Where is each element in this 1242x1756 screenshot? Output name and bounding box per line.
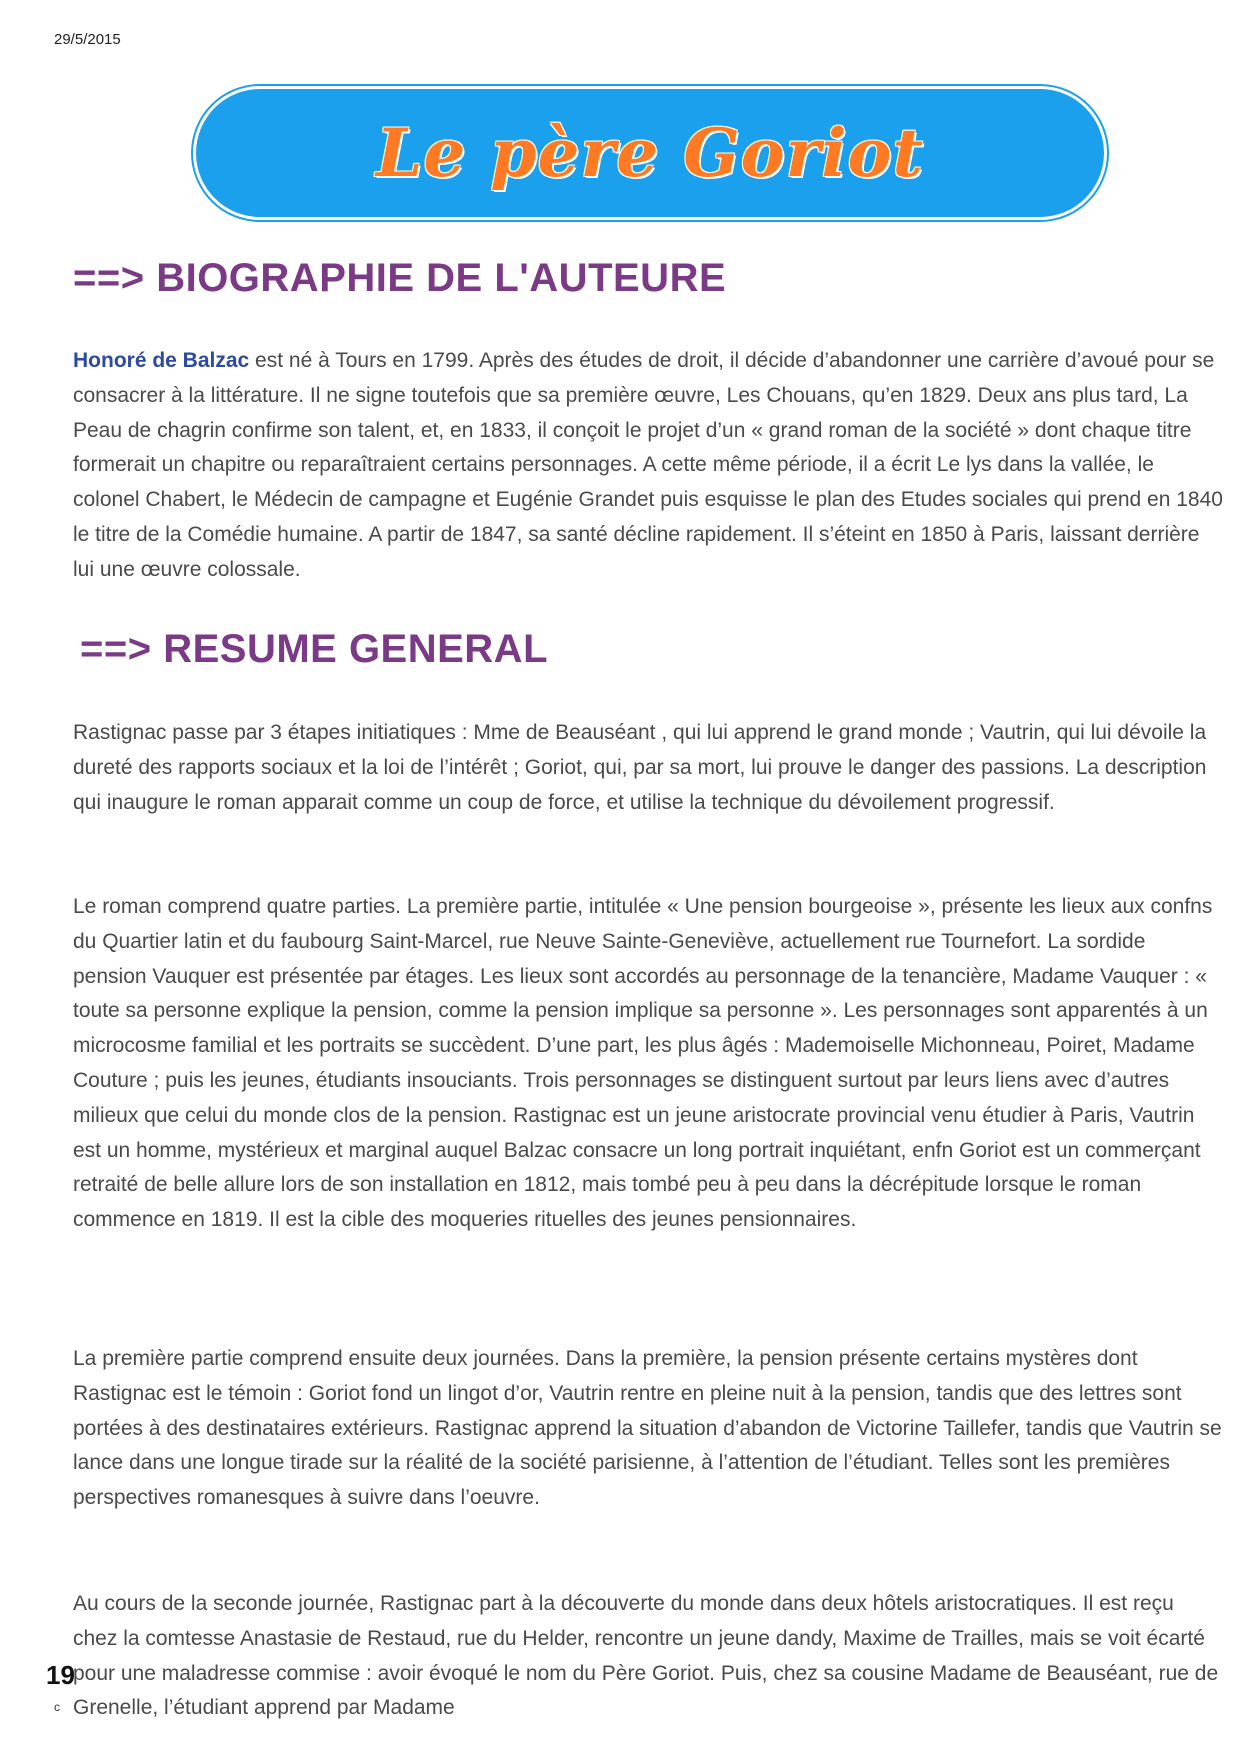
summary-paragraph-2: Le roman comprend quatre parties. La première partie, intitulée « Une pension bourgeoise », présente les lieux aux confns du Quartier latin et du faubourg Saint-Marcel, rue Neuve Sainte-Geneviève, actuellement rue Tournefort. La sordide pension Vauquer est présentée par étages. Les lieux sont accordés au personnage de la tenancière, Madame Vauquer : « toute sa personne explique la pension, comme la pension implique sa personne ». Les personnages sont apparentés à un microcosme familial et les portraits se succèdent. D’une part, les plus âgés : Mademoiselle Michonneau, Poiret, Madame Couture ; puis les jeunes, étudiants insouciants. Trois personnages se distinguent surtout par leurs liens avec d’autres milieux que celui du monde clos de la pension. Rastignac est un jeune aristocrate provincial venu étudier à Paris, Vautrin est un homme, mystérieux et marginal auquel Balzac consacre un long portrait inquiétant, enfn Goriot est un commerçant retraité de belle allure lors de son installation en 1812, mais tombé peu à peu dans la décrépitude lorsque le roman commence en 1819. Il est la cible des moqueries rituelles des jeunes pensionnaires. [73, 895, 1213, 1232]
author-name: Honoré de Balzac [73, 349, 250, 372]
summary-heading: ==> RESUME GENERAL [80, 627, 549, 671]
title-banner [196, 89, 1104, 217]
summary-paragraph-3: La première partie comprend ensuite deux journées. Dans la première, la pension présente certains mystères dont Rastignac est le témoin : Goriot fond un lingot d’or, Vautrin rentre en pleine nuit à la pension, tandis que des lettres sont portées à des destinataires extérieurs. Rastignac apprend la situation d’abandon de Victorine Taillefer, tandis que Vautrin se lance dans une longue tirade sur la réalité de la société parisienne, à l’attention de l’étudiant. Telles sont les premières perspectives romanesques à suivre dans l’oeuvre. [73, 1347, 1222, 1510]
summary-paragraph-4: Au cours de la seconde journée, Rastignac part à la découverte du monde dans deux hôtels aristocratiques. Il est reçu chez la comtesse Anastasie de Restaud, rue du Helder, rencontre un jeune dandy, Maxime de Trailles, mais se voit écarté pour une maladresse commise : avoir évoqué le nom du Père Goriot. Puis, chez sa cousine Madame de Beauséant, rue de Grenelle, l’étudiant apprend par Madame [73, 1592, 1219, 1720]
print-date: 29/5/2015 [54, 31, 121, 48]
page-mark: c [54, 1700, 60, 1714]
biography-heading: ==> BIOGRAPHIE DE L'AUTEURE [73, 256, 727, 300]
biography-paragraph [73, 344, 1223, 588]
biography-text: est né à Tours en 1799. Après des études de droit, il décide d’abandonner une carrière d’avoué pour se consacrer à la littérature. Il ne signe toutefois que sa première œuvre, Les Chouans, qu’en 1829. Deux ans plus tard, La Peau de chagrin confirme son talent, et, en 1833, il conçoit le projet d’un « grand roman de la société » dont chaque titre formerait un chapitre ou reparaîtraient certains personnages. A cette même période, il a écrit Le lys dans la vallée, le colonel Chabert, le Médecin de campagne et Eugénie Grandet puis esquisse le plan des Etudes sociales qui prend en 1840 le titre de la Comédie humaine. A partir de 1847, sa santé décline rapidement. Il s’éteint en 1850 à Paris, laissant derrière lui une œuvre colossale. [73, 349, 1223, 581]
page-number: 19 [46, 1660, 75, 1690]
summary-paragraph-1: Rastignac passe par 3 étapes initiatiques : Mme de Beauséant , qui lui apprend le grand monde ; Vautrin, qui lui dévoile la dureté des rapports sociaux et la loi de l’intérêt ; Goriot, qui, par sa mort, lui prouve le danger des passions. La description qui inaugure le roman apparait comme un coup de force, et utilise la technique du dévoilement progressif. [73, 721, 1207, 814]
banner-title: Le père Goriot [376, 114, 924, 192]
